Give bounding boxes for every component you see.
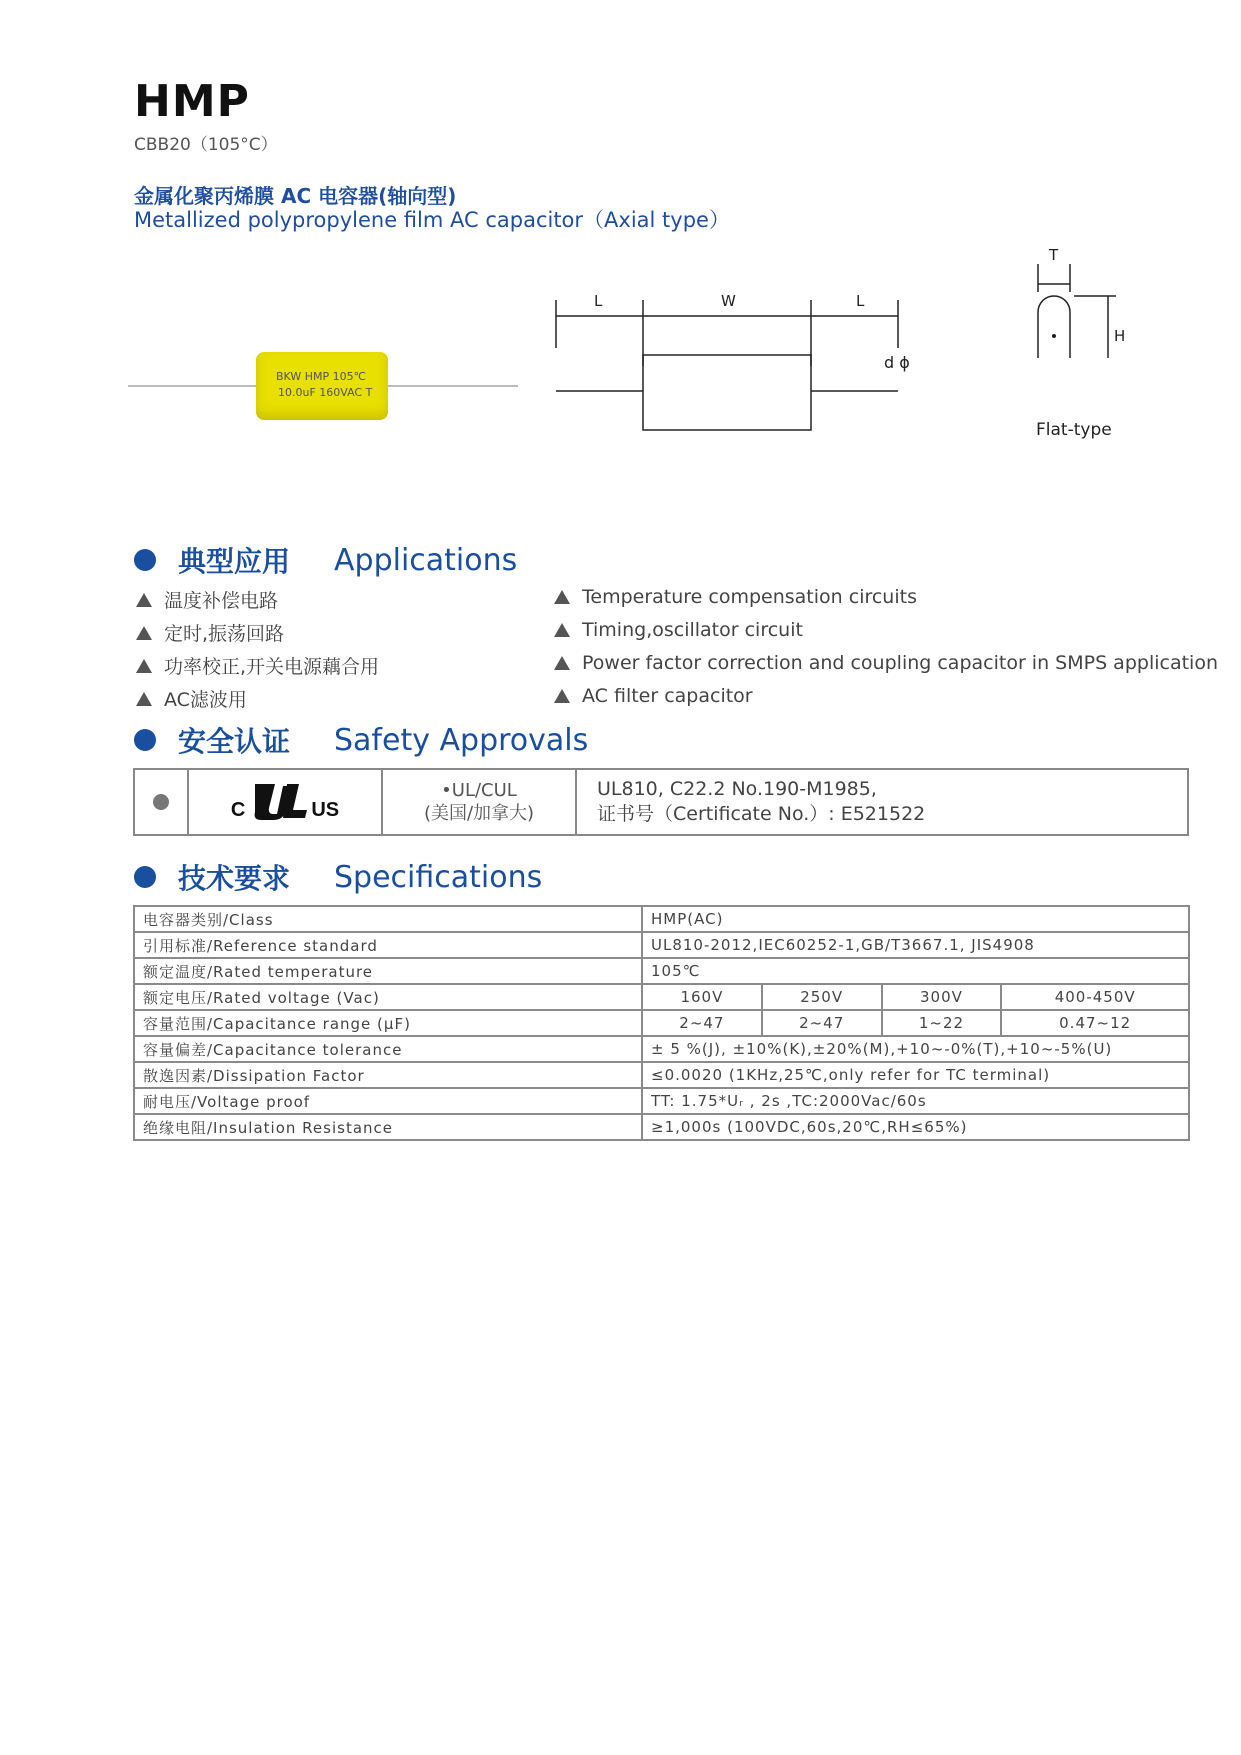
spec-label-temperature: 额定温度/Rated temperature [134, 958, 642, 984]
list-item: Power factor correction and coupling capacitor in SMPS application [554, 652, 1218, 674]
list-item: Temperature compensation circuits [554, 586, 917, 608]
table-row [134, 932, 1189, 958]
voltage-cell: 250V [762, 984, 882, 1010]
page-title: HMP [134, 76, 250, 127]
triangle-bullet-icon [554, 590, 570, 604]
spec-label-reference: 引用标准/Reference standard [134, 932, 642, 958]
spec-value-voltage-proof: TT: 1.75*Uᵣ , 2s ,TC:2000Vac/60s [642, 1088, 1189, 1114]
dim-w: W [721, 292, 736, 310]
flat-type-diagram [1030, 248, 1130, 358]
table-row [134, 984, 1189, 1010]
voltage-cell: 400-450V [1001, 984, 1189, 1010]
section-bullet-icon [134, 866, 156, 888]
cert-standards: UL810, C22.2 No.190-M1985, [597, 778, 877, 801]
spec-value-class: HMP(AC) [642, 906, 1189, 932]
ul-mark-icon [247, 782, 309, 822]
table-row [134, 1010, 1189, 1036]
table-row [134, 1088, 1189, 1114]
dim-t: T [1049, 248, 1059, 264]
grey-bullet-icon [153, 794, 169, 810]
voltage-cell: 300V [882, 984, 1002, 1010]
list-item: AC滤波用 [136, 685, 247, 712]
capacitance-cell: 0.47~12 [1001, 1010, 1189, 1036]
table-row [134, 1114, 1189, 1140]
flat-type-label: Flat-type [1036, 420, 1112, 440]
spec-label-tolerance: 容量偏差/Capacitance tolerance [134, 1036, 642, 1062]
list-item: 定时,振荡回路 [136, 619, 284, 646]
capacitance-cell: 2~47 [642, 1010, 762, 1036]
triangle-bullet-icon [136, 593, 152, 607]
applications-heading [134, 540, 517, 580]
list-item: AC filter capacitor [554, 685, 753, 707]
series-subtitle: CBB20（105°C） [134, 135, 278, 155]
spec-label-dissipation: 散逸因素/Dissipation Factor [134, 1062, 642, 1088]
cert-type-cell [383, 770, 577, 834]
specifications-heading [134, 857, 542, 897]
ul-logo-us: US [311, 799, 340, 821]
safety-heading [134, 720, 588, 760]
spec-value-tolerance: ± 5 %(J), ±10%(K),±20%(M),+10~-0%(T),+10~-5%(U) [642, 1036, 1189, 1062]
spec-label-voltage: 额定电压/Rated voltage (Vac) [134, 984, 642, 1010]
section-bullet-icon [134, 729, 156, 751]
spec-label-class: 电容器类别/Class [134, 906, 642, 932]
applications-title-cn: 典型应用 [178, 545, 291, 578]
spec-value-dissipation: ≤0.0020 (1KHz,25℃,only refer for TC terminal) [642, 1062, 1189, 1088]
product-photo [128, 340, 518, 430]
triangle-bullet-icon [136, 626, 152, 640]
table-row [134, 1036, 1189, 1062]
dim-l-right: L [856, 292, 865, 310]
table-row [134, 958, 1189, 984]
specifications-table [133, 905, 1190, 1141]
section-bullet-icon [134, 549, 156, 571]
dim-l-left: L [594, 292, 603, 310]
specifications-title-en: Specifications [334, 859, 543, 895]
voltage-cell: 160V [642, 984, 762, 1010]
spec-value-temperature: 105℃ [642, 958, 1189, 984]
list-item: Timing,oscillator circuit [554, 619, 803, 641]
table-row [134, 906, 1189, 932]
triangle-bullet-icon [136, 692, 152, 706]
triangle-bullet-icon [554, 656, 570, 670]
description-cn: 金属化聚丙烯膜 AC 电容器(轴向型) [134, 184, 457, 208]
capacitance-cell: 1~22 [882, 1010, 1002, 1036]
list-item: 温度补偿电路 [136, 586, 278, 613]
list-item: 功率校正,开关电源藕合用 [136, 652, 379, 679]
applications-title-en: Applications [334, 542, 518, 578]
cert-type: •UL/CUL [441, 779, 517, 801]
capacitance-cell: 2~47 [762, 1010, 882, 1036]
capacitor-label-2: 10.0uF 160VAC T [278, 386, 373, 399]
capacitor-body [256, 352, 388, 420]
ul-logo-c: C [230, 799, 246, 821]
dim-d-phi: d ϕ [884, 353, 910, 372]
cert-region: (美国/加拿大) [423, 803, 535, 824]
spec-value-insulation: ≥1,000s (100VDC,60s,20℃,RH≤65%) [642, 1114, 1189, 1140]
dim-h: H [1114, 327, 1126, 345]
spec-label-insulation: 绝缘电阻/Insulation Resistance [134, 1114, 642, 1140]
spec-label-voltage-proof: 耐电压/Voltage proof [134, 1088, 642, 1114]
spec-label-capacitance: 容量范围/Capacitance range (μF) [134, 1010, 642, 1036]
safety-title-en: Safety Approvals [334, 722, 589, 758]
cert-number: 证书号（Certificate No.）: E521522 [597, 803, 926, 825]
capacitor-label-1: BKW HMP 105℃ [276, 370, 366, 383]
safety-title-cn: 安全认证 [178, 725, 291, 758]
ul-logo [231, 782, 339, 822]
safety-bullet-cell [135, 770, 189, 834]
spec-value-reference: UL810-2012,IEC60252-1,GB/T3667.1, JIS4908 [642, 932, 1189, 958]
triangle-bullet-icon [554, 689, 570, 703]
table-row [134, 1062, 1189, 1088]
cert-standard-cell [577, 770, 1187, 834]
specifications-title-cn: 技术要求 [178, 862, 291, 895]
triangle-bullet-icon [554, 623, 570, 637]
triangle-bullet-icon [136, 659, 152, 673]
ul-logo-cell [189, 770, 383, 834]
description-en: Metallized polypropylene film AC capacitor（Axial type） [134, 208, 730, 232]
dimension-diagram [550, 280, 910, 440]
safety-approval-box [133, 768, 1189, 836]
